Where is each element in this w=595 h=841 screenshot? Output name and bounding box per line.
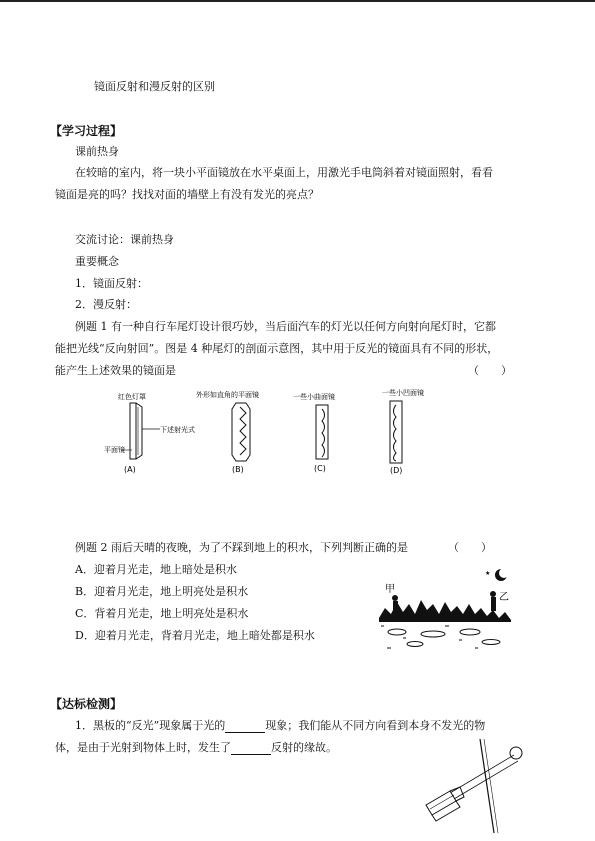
- taillight-caption-a: (A): [124, 465, 136, 474]
- puddle: [421, 631, 445, 637]
- star-icon: ★: [485, 570, 491, 577]
- taillight-d-label: 一些小凹面镜: [382, 389, 424, 397]
- assessment-q1-line1: [75, 719, 485, 733]
- person-b-icon: [490, 591, 496, 611]
- doc-title: 镜面反射和漫反射的区别: [94, 80, 215, 93]
- section-heading-learning: 【学习过程】: [50, 124, 123, 138]
- warmup-label: 课前热身: [75, 145, 119, 158]
- q1-text-c: 体，是由于光射到物体上时，发生了: [55, 741, 231, 754]
- example2-option-c: C．背着月光走，地上明亮处是积水: [75, 607, 249, 620]
- night-scene-figure: [375, 562, 515, 654]
- assessment-q1-line2: [55, 741, 337, 755]
- concepts-label: 重要概念: [75, 255, 119, 268]
- puddle: [482, 640, 500, 645]
- top-rule: [0, 0, 595, 2]
- example2-option-d: D．迎着月光走，背着月光走，地上暗处都是积水: [75, 629, 315, 642]
- taillight-d: [382, 388, 424, 475]
- taillight-caption-d: (D): [390, 466, 403, 475]
- example1-line2: 能把光线“反向射回”。图是 4 种尾灯的剖面示意图，其中用于反光的镜面具有不同的形状，: [55, 342, 499, 355]
- puddle: [460, 629, 480, 635]
- example2-option-a: A．迎着月光走，地上暗处是积水: [75, 563, 237, 576]
- section-heading-assessment: 【达标检测】: [50, 697, 123, 711]
- q1-text-a: 1．黑板的“反光”现象属于光的: [75, 719, 226, 732]
- q1-text-b: 现象；我们能从不同方向看到本身不发光的物: [265, 719, 486, 732]
- concept-item-2: 2．漫反射：: [75, 298, 137, 311]
- example1-line1: 例题 1 有一种自行车尾灯设计很巧妙，当后面汽车的灯光以任何方向射向尾灯时，它都: [75, 320, 496, 333]
- taillight-a-label-mirror: 平面镜: [104, 446, 125, 454]
- taillight-c: [293, 392, 335, 473]
- taillight-a-label-arrow: 下述射光式: [160, 426, 195, 434]
- light-spot-icon: [510, 747, 522, 759]
- q1-blank-2[interactable]: [231, 743, 271, 755]
- concept-item-1: 1．镜面反射：: [75, 277, 148, 290]
- discussion-label: 交流讨论：课前热身: [75, 233, 174, 246]
- taillight-a-label-cover: 红色灯罩: [118, 393, 146, 401]
- warmup-para-line1: 在较暗的室内，将一块小平面镜放在水平桌面上，用激光手电筒斜着对镜面照射，看看: [75, 166, 493, 179]
- taillight-caption-b: (B): [232, 465, 244, 474]
- example2-question: 例题 2 雨后天晴的夜晚，为了不踩到地上的积水，下列判断正确的是: [75, 541, 408, 554]
- example2-option-b: B．迎着月光走，地上明亮处是积水: [75, 585, 249, 598]
- puddle: [407, 642, 423, 647]
- taillight-b-label: 外形如直角的平面镜: [196, 391, 259, 399]
- taillight-figure: [100, 385, 480, 480]
- example2-answer-bracket: （ ）: [448, 541, 492, 554]
- taillight-a: [104, 392, 195, 474]
- person-a-label: 甲: [385, 584, 395, 595]
- warmup-para-line2: 镜面是亮的吗？找找对面的墙壁上有没有发光的亮点？: [55, 188, 319, 201]
- taillight-b: [196, 390, 259, 474]
- q1-text-d: 反射的缘故。: [271, 741, 337, 754]
- mirror-line: [480, 739, 494, 833]
- taillight-c-label: 一些小曲面镜: [293, 393, 335, 401]
- example1-answer-bracket: （ ）: [468, 364, 512, 377]
- flashlight-icon: [426, 787, 464, 821]
- taillight-caption-c: (C): [314, 464, 326, 473]
- puddle: [388, 629, 406, 635]
- flashlight-figure: [420, 735, 530, 835]
- example1-line3: 能产生上述效果的镜面是: [55, 364, 176, 377]
- person-b-label: 乙: [499, 592, 509, 603]
- q1-blank-1[interactable]: [225, 721, 265, 733]
